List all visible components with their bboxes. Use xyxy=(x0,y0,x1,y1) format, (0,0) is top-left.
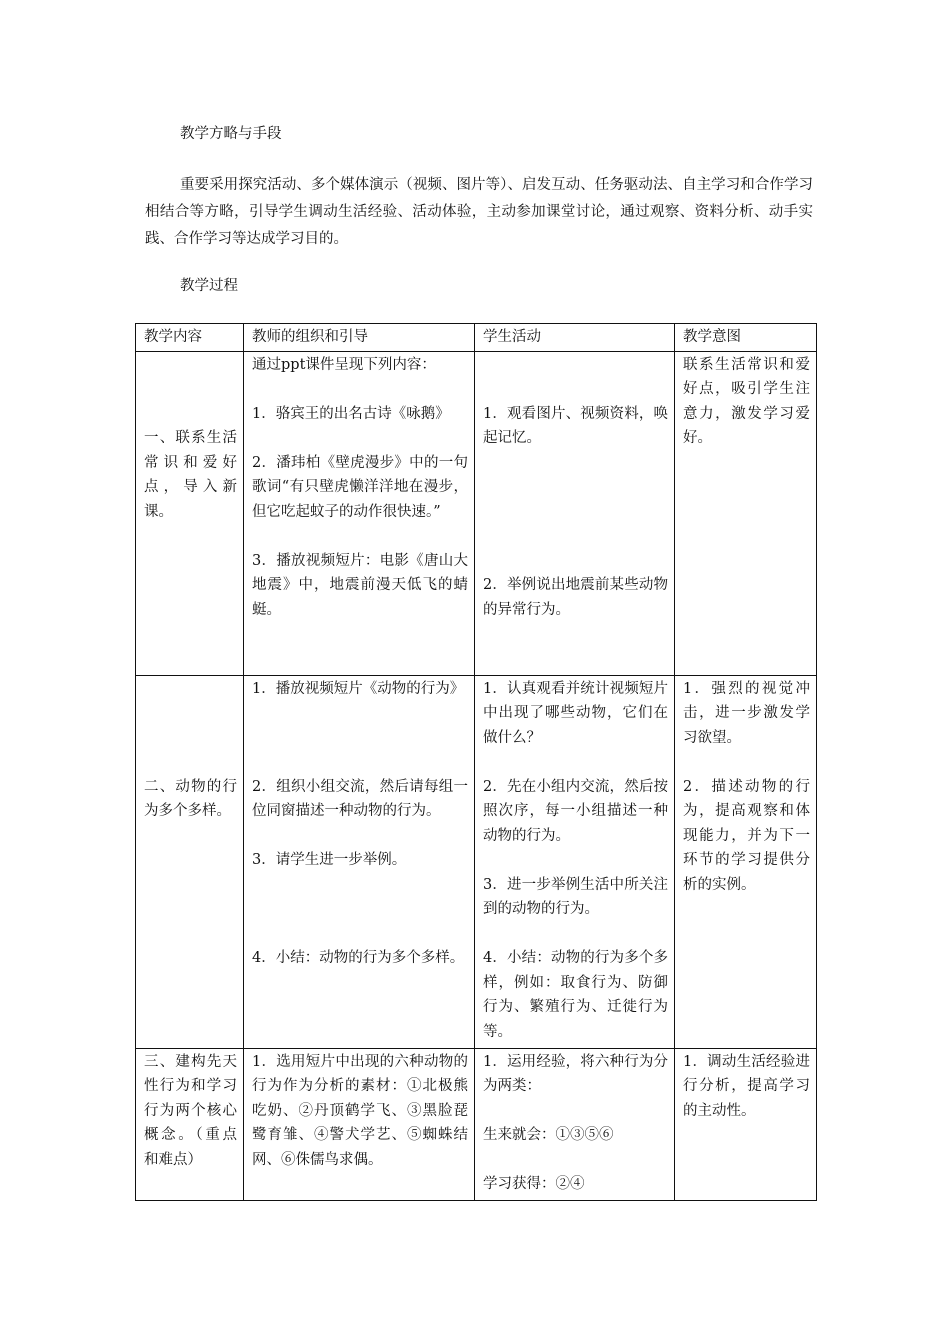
lesson-table xyxy=(135,323,817,1201)
strategy-heading: 教学方略与手段 xyxy=(180,126,282,142)
table-header-row xyxy=(136,324,817,352)
row2-teacher-item: 1．播放视频短片《动物的行为》 xyxy=(252,680,465,697)
row3-student-cell xyxy=(475,1048,675,1200)
row1-student-item: 2．举例说出地震前某些动物的异常行为。 xyxy=(483,577,668,618)
row1-teacher-item: 2．潘玮柏《壁虎漫步》中的一句歌词“有只壁虎懒洋洋地在漫步，但它吃起蚊子的动作很快速。” xyxy=(252,454,468,520)
row1-intent-cell xyxy=(675,351,817,675)
row3-teacher-item: 1．选用短片中出现的六种动物的行为作为分析的素材：①北极熊吃奶、②丹顶鹤学飞、③黑脸琵鹭育雏、④警犬学艺、⑤蜘蛛结网、⑥侏儒鸟求偶。 xyxy=(252,1053,468,1168)
row2-content: 二、动物的行为多个多样。 xyxy=(144,778,237,819)
row2-student-item: 3．进一步举例生活中所关注到的动物的行为。 xyxy=(483,876,668,917)
row2-student-item: 1．认真观看并统计视频短片中出现了哪些动物，它们在做什么？ xyxy=(483,680,668,746)
row2-intent-cell xyxy=(675,675,817,1048)
row3-student-item: 生来就会：①③⑤⑥ xyxy=(483,1127,614,1143)
process-heading: 教学过程 xyxy=(180,278,238,294)
row2-student-cell xyxy=(475,675,675,1048)
row2-student-item: 4．小结：动物的行为多个多样，例如：取食行为、防御行为、繁殖行为、迁徙行为等。 xyxy=(483,950,668,1040)
row2-teacher-item: 2．组织小组交流，然后请每组一位同窗描述一种动物的行为。 xyxy=(252,778,468,819)
header-cell-student: 学生活动 xyxy=(475,324,675,352)
row1-teacher-item: 3．播放视频短片：电影《唐山大地震》中，地震前漫天低飞的蜻蜓。 xyxy=(252,552,468,618)
row3-intent-cell xyxy=(675,1048,817,1200)
row1-teacher-cell xyxy=(244,351,475,675)
row1-content-cell xyxy=(136,351,244,675)
row1-teacher-intro: 通过ppt课件呈现下列内容： xyxy=(252,356,436,373)
row1-student-cell xyxy=(475,351,675,675)
row2-teacher-cell xyxy=(244,675,475,1048)
strategy-paragraph: 重要采用探究活动、多个媒体演示（视频、图片等）、启发互动、任务驱动法、自主学习和合作学习相结合等方略，引导学生调动生活经验、活动体验，主动参加课堂讨论，通过观察、资料分析、动手实践、合作学习等达成学习目的。 xyxy=(145,177,813,247)
row2-student-item: 2．先在小组内交流，然后按照次序，每一小组描述一种动物的行为。 xyxy=(483,778,668,844)
row1-content: 一、联系生活常识和爱好点，导入新课。 xyxy=(144,430,237,520)
row3-intent-item: 1．调动生活经验进行分析，提高学习的主动性。 xyxy=(683,1053,810,1119)
row3-content-cell xyxy=(136,1048,244,1200)
header-cell-content: 教学内容 xyxy=(136,324,244,352)
row3-student-item: 1．运用经验，将六种行为分为两类： xyxy=(483,1053,668,1094)
table-row xyxy=(136,351,817,675)
table-row xyxy=(136,675,817,1048)
row3-teacher-cell xyxy=(244,1048,475,1200)
row3-student-item: 学习获得：②④ xyxy=(483,1176,585,1192)
row2-intent-item: 1．强烈的视觉冲击，进一步激发学习欲望。 xyxy=(683,680,810,746)
row1-teacher-item: 1．骆宾王的出名古诗《咏鹅》 xyxy=(252,405,450,422)
row2-teacher-item: 3．请学生进一步举例。 xyxy=(252,852,407,868)
row2-intent-item: 2．描述动物的行为，提高观察和体现能力，并为下一环节的学习提供分析的实例。 xyxy=(683,778,810,893)
row1-intent-item: 联系生活常识和爱好点，吸引学生注意力，激发学习爱好。 xyxy=(683,356,810,446)
table-row xyxy=(136,1048,817,1200)
header-cell-teacher: 教师的组织和引导 xyxy=(244,324,475,352)
row1-student-item: 1．观看图片、视频资料，唤起记忆。 xyxy=(483,405,668,446)
row2-teacher-item: 4．小结：动物的行为多个多样。 xyxy=(252,950,465,966)
row3-content: 三、建构先天性行为和学习行为两个核心概念。（重点和难点） xyxy=(144,1053,237,1168)
row2-content-cell xyxy=(136,675,244,1048)
header-cell-intent: 教学意图 xyxy=(675,324,817,352)
